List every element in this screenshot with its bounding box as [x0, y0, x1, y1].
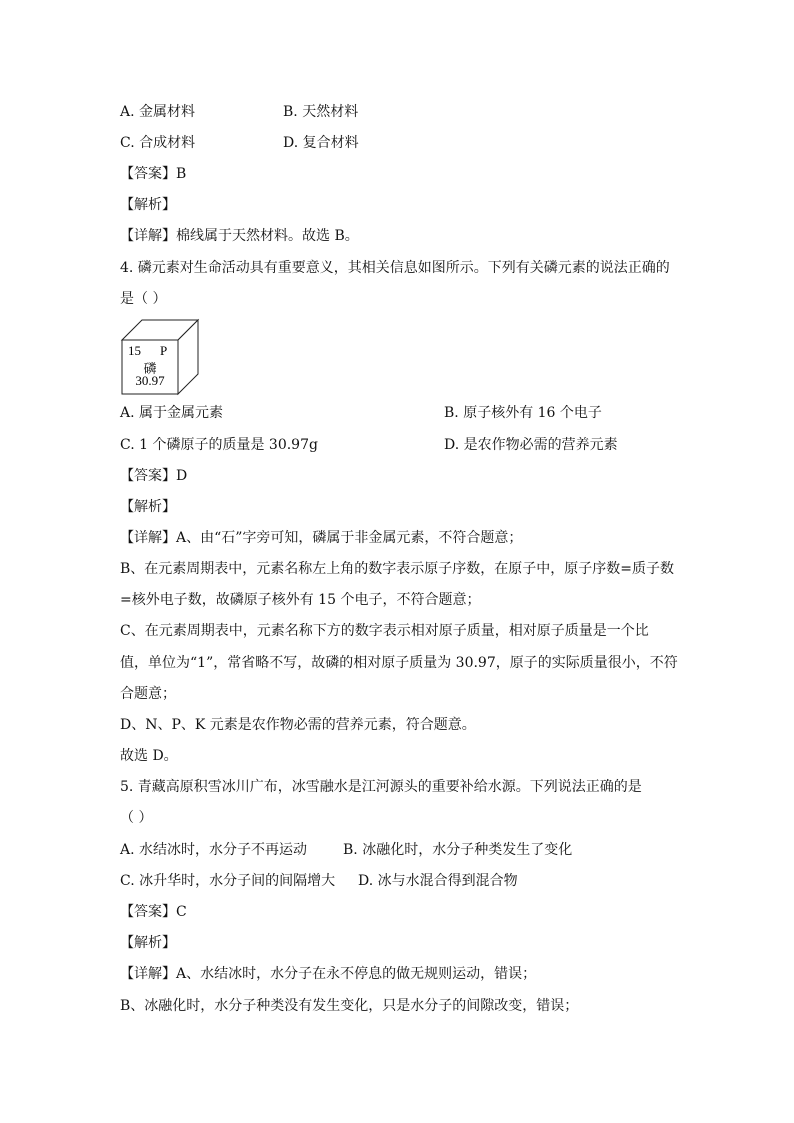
- q5-option-c: C. 冰升华时，水分子间的间隔增大: [120, 873, 336, 889]
- q5-stem-line2: （ ）: [120, 810, 153, 826]
- q5-option-b: B. 冰融化时，水分子种类发生了变化: [343, 842, 573, 858]
- q4-detail-2: B、在元素周期表中，元素名称左上角的数字表示原子序数，在原子中，原子序数=质子数: [120, 561, 675, 577]
- q4-detail-7: D、N、P、K 元素是农作物必需的营养元素，符合题意。: [120, 717, 476, 733]
- q5-detail-1: 【详解】A、水结冰时，水分子在永不停息的做无规则运动，错误；: [120, 966, 537, 982]
- q3-option-a: A. 金属材料: [120, 104, 196, 120]
- q4-detail-6: 合题意；: [120, 686, 176, 702]
- q5-detail-2: B、冰融化时，水分子种类没有发生变化，只是水分子的间隙改变，错误；: [120, 998, 579, 1014]
- q3-analysis-heading: 【解析】: [120, 197, 176, 213]
- q4-analysis-heading: 【解析】: [120, 499, 176, 515]
- q4-conclusion: 故选 D。: [120, 748, 178, 764]
- q3-detail: 【详解】棉线属于天然材料。故选 B。: [120, 228, 359, 244]
- element-card: [122, 341, 178, 393]
- element-name: 磷: [143, 361, 157, 376]
- q4-answer: 【答案】D: [120, 468, 188, 484]
- q4-option-a: A. 属于金属元素: [120, 405, 224, 421]
- q4-option-c: C. 1 个磷原子的质量是 30.97g: [120, 437, 318, 453]
- q5-analysis-heading: 【解析】: [120, 935, 176, 951]
- q3-option-b: B. 天然材料: [283, 104, 359, 120]
- q4-option-b: B. 原子核外有 16 个电子: [444, 405, 602, 421]
- q4-option-d: D. 是农作物必需的营养元素: [444, 437, 618, 453]
- q3-option-c: C. 合成材料: [120, 135, 196, 151]
- atomic-number: 15: [128, 343, 141, 358]
- q4-detail-3: =核外电子数，故磷原子核外有 15 个电子，不符合题意；: [120, 592, 481, 608]
- q5-stem-line1: 5. 青藏高原积雪冰川广布，冰雪融水是江河源头的重要补给水源。下列说法正确的是: [120, 779, 642, 795]
- q4-stem-line1: 4. 磷元素对生命活动具有重要意义，其相关信息如图所示。下列有关磷元素的说法正确的: [120, 260, 670, 276]
- q3-answer: 【答案】B: [120, 166, 187, 182]
- q4-detail-1: 【详解】A、由“石”字旁可知，磷属于非金属元素，不符合题意；: [120, 530, 523, 546]
- q5-answer: 【答案】C: [120, 904, 187, 920]
- atomic-mass: 30.97: [135, 373, 165, 388]
- element-symbol: P: [160, 343, 168, 358]
- q4-detail-4: C、在元素周期表中，元素名称下方的数字表示相对原子质量，相对原子质量是一个比: [120, 623, 649, 639]
- q5-option-d: D. 冰与水混合得到混合物: [358, 873, 518, 889]
- q4-stem-line2: 是（ ）: [120, 291, 167, 307]
- q3-option-d: D. 复合材料: [283, 135, 359, 151]
- q4-detail-5: 值，单位为“1”，常省略不写，故磷的相对原子质量为 30.97，原子的实际质量很小，不符: [120, 655, 678, 671]
- q5-option-a: A. 水结冰时，水分子不再运动: [120, 842, 308, 858]
